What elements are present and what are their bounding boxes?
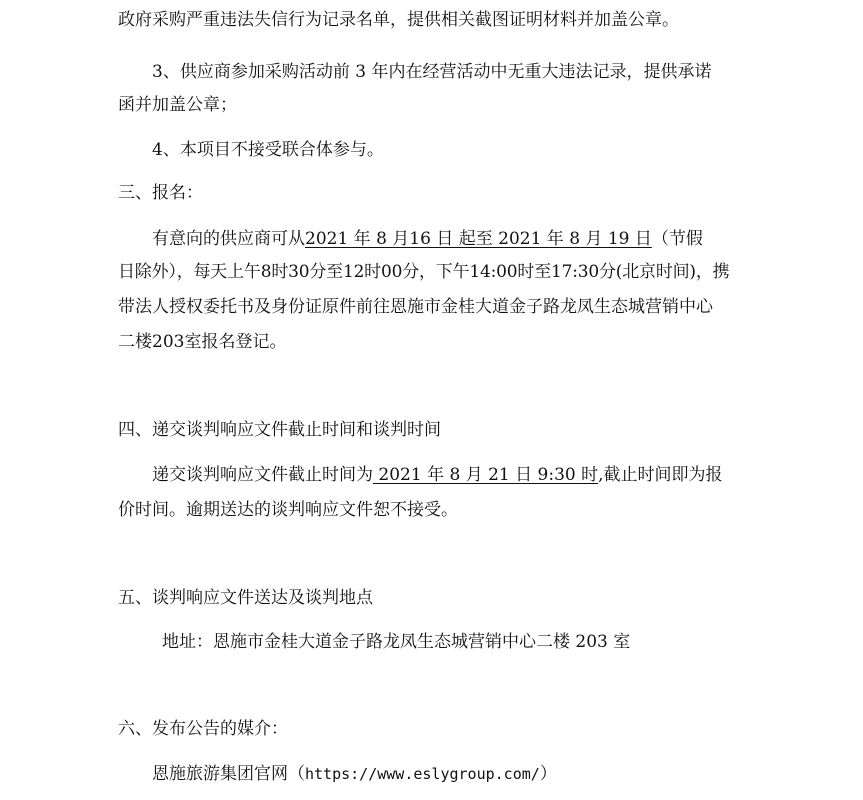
deadline-time: 2021 年 8 月 21 日 9:30 时 bbox=[373, 465, 599, 485]
section-3-line-1 bbox=[152, 227, 703, 251]
registration-dates: 2021 年 8 月16 日 起至 2021 年 8 月 19 日 bbox=[305, 229, 652, 249]
media-url-link[interactable]: https://www.eslygroup.com/ bbox=[305, 765, 540, 783]
item-3-line-2: 函并加盖公章； bbox=[118, 95, 237, 115]
item-3-line-1: 3、供应商参加采购活动前 3 年内在经营活动中无重大违法记录，提供承诺 bbox=[152, 62, 712, 82]
section-6-heading: 六、发布公告的媒介： bbox=[118, 719, 288, 739]
deadline-suffix: ,截止时间即为报 bbox=[598, 465, 723, 485]
negotiation-address: 地址：恩施市金桂大道金子路龙凤生态城营销中心二楼 203 室 bbox=[162, 632, 631, 652]
item-4: 4、本项目不接受联合体参与。 bbox=[152, 140, 384, 160]
registration-suffix: （节假 bbox=[651, 229, 703, 249]
deadline-prefix: 递交谈判响应文件截止时间为 bbox=[152, 465, 373, 485]
section-4-line-1 bbox=[152, 463, 723, 487]
text-line-blacklist: 政府采购严重违法失信行为记录名单，提供相关截图证明材料并加盖公章。 bbox=[118, 10, 679, 30]
registration-prefix: 有意向的供应商可从 bbox=[152, 229, 305, 249]
section-3-line-4: 二楼203室报名登记。 bbox=[118, 332, 287, 352]
section-3-line-3: 带法人授权委托书及身份证原件前往恩施市金桂大道金子路龙凤生态城营销中心 bbox=[118, 297, 713, 317]
media-name: 恩施旅游集团官网（ bbox=[152, 764, 305, 784]
section-3-line-2: 日除外），每天上午8时30分至12时00分，下午14:00时至17:30分(北京时间)，携 bbox=[118, 262, 730, 282]
section-4-line-2: 价时间。逾期送达的谈判响应文件恕不接受。 bbox=[118, 500, 458, 520]
media-line bbox=[152, 762, 557, 786]
media-close: ） bbox=[539, 764, 557, 784]
section-4-heading: 四、递交谈判响应文件截止时间和谈判时间 bbox=[118, 420, 441, 440]
section-5-heading: 五、谈判响应文件送达及谈判地点 bbox=[118, 588, 373, 608]
section-3-heading: 三、报名： bbox=[118, 183, 203, 203]
